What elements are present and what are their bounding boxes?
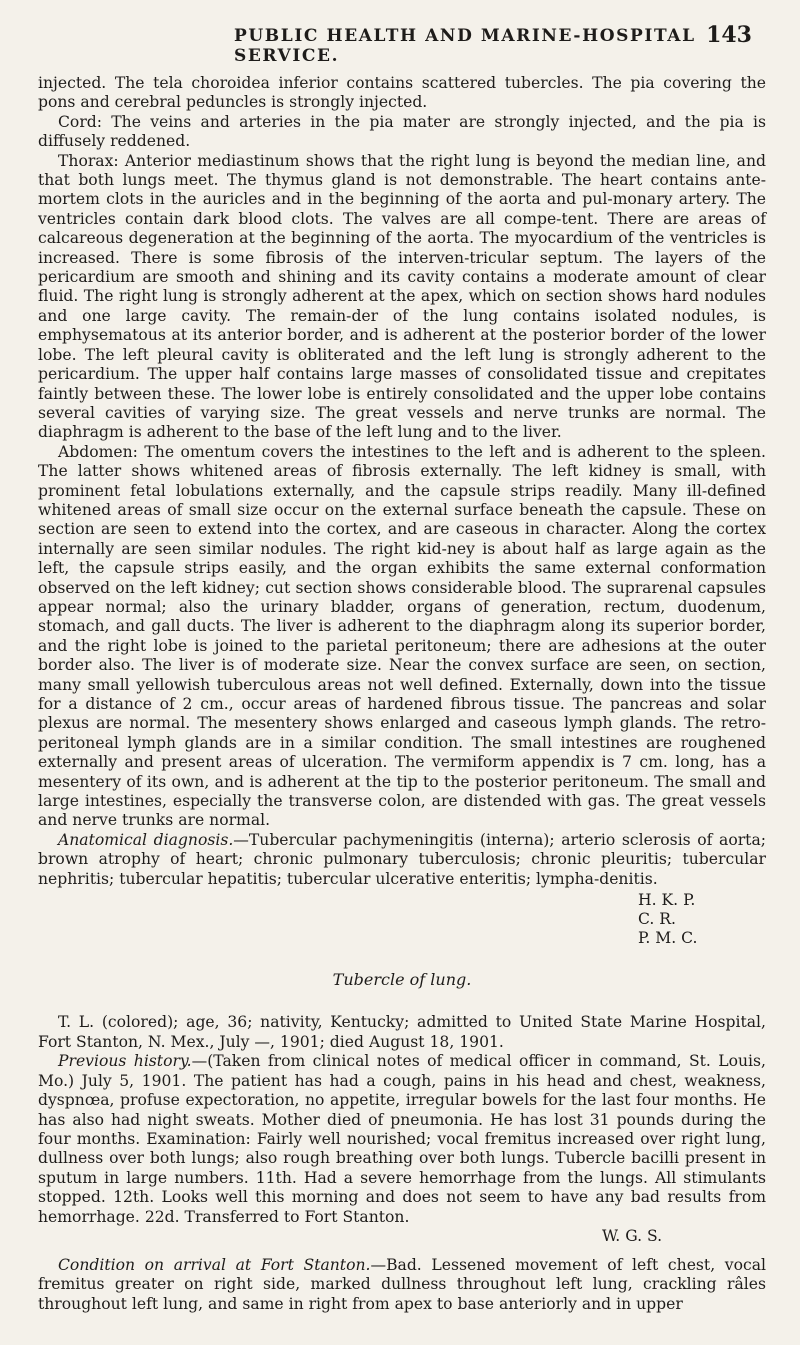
page-number: 143 — [706, 22, 752, 48]
brain-continued-paragraph: injected. The tela choroidea inferior contains scattered tubercles. The pia covering the pons and cerebral peduncles is strongly injected. — [38, 74, 766, 112]
previous-history-paragraph — [38, 1052, 766, 1227]
running-title: PUBLIC HEALTH AND MARINE-HOSPITAL SERVICE. — [234, 26, 696, 66]
anatomical-diagnosis-paragraph — [38, 831, 766, 889]
section-title: Tubercle of lung. — [332, 970, 472, 990]
page-header — [38, 22, 766, 66]
cord-paragraph: Cord: The veins and arteries in the pia mater are strongly injected, and the pia is diffusely reddened. — [38, 112, 766, 151]
signature-initials: P. M. C. — [638, 929, 698, 948]
abdomen-paragraph: Abdomen: The omentum covers the intestines to the left and is adherent to the spleen. The latter shows whitened areas of fibrosis externally. The left kidney is small, with prominent fetal lobulations externally, and the capsule strips readily. Many ill-defined whitened areas of small size occur on the external surface beneath the capsule. These on section are seen to extend into the cortex, and are caseous in character. Along the cortex internally are seen similar nodules. The right kid-ney is about half as large again as the left, the capsule strips easily, and the organ exhibits the same external conformation observed on the left kidney; cut section shows considerable blood. The suprarenal capsules appear normal; also the urinary bladder, organs of generation, rectum, duodenum, stomach, and gall ducts. The liver is adherent to the diaphragm along its superior border, and the right lobe is joined to the parietal peritoneum; there are adhesions at the outer border also. The liver is of moderate size. Near the convex surface are seen, on section, many small yellowish tuberculous areas not well defined. Externally, down into the tissue for a distance of 2 cm., occur areas of hardened fibrous tissue. The pancreas and solar plexus are normal. The mesentery shows enlarged and caseous lymph glands. The retro-peritoneal lymph glands are in a similar condition. The small intestines are roughened externally and present areas of ulceration. The vermiform appendix is 7 cm. long, has a mesentery of its own, and is adherent at the tip to the posterior peritoneum. The small and large intestines, especially the transverse colon, are distended with gas. The great vessels and nerve trunks are normal. — [38, 442, 766, 830]
previous-history-text: —(Taken from clinical notes of medical officer in command, St. Louis, Mo.) July 5, 1901. The patient has had a cough, pains in his head and chest, weakness, dyspnœa, profuse expectoration, no appetite, irregular bowels for the last four months. He has also had night sweats. Mother died of pneumonia. He has lost 31 pounds during the four months. Examination: Fairly well nourished; vocal fremitus increased over right lung, dullness over both lungs; also rough breathing over both lungs. Tubercle bacilli present in sputum in large numbers. 11th. Had a severe hemorrhage from the lungs. All stimulants stopped. 12th. Looks well this morning and does not seem to have any bad results from hemorrhage. 22d. Transferred to Fort Stanton. — [38, 1052, 766, 1226]
thorax-paragraph: Thorax: Anterior mediastinum shows that the right lung is beyond the median line, and that both lungs meet. The thymus gland is not demonstrable. The heart contains ante-mortem clots in the auricles and in the beginning of the aorta and pul-monary artery. The ventricles contain dark blood clots. The valves are all compe-tent. There are areas of calcareous degeneration at the beginning of the aorta. The myocardium of the ventricles is increased. There is some fibrosis of the interven-tricular septum. The layers of the pericardium are smooth and shining and its cavity contains a moderate amount of clear fluid. The right lung is strongly adherent at the apex, which on section shows hard nodules and one large cavity. The remain-der of the lung contains isolated nodules, is emphysematous at its anterior border, and is adherent at the posterior border of the lower lobe. The left pleural cavity is obliterated and the left lung is strongly adherent to the pericardium. The upper half contains large masses of consolidated tissue and crepitates faintly between these. The lower lobe is entirely consolidated and the upper lobe contains several cavities of varying size. The great vessels and nerve trunks are normal. The diaphragm is adherent to the base of the left lung and to the liver. — [38, 151, 766, 442]
signature-block — [38, 891, 766, 948]
signature-block — [38, 1227, 766, 1246]
anatomical-diagnosis-text: —Tubercular pachymeningitis (interna); arterio sclerosis of aorta; brown atrophy of heart; chronic pulmonary tuberculosis; chronic pleuritis; tubercular nephritis; tubercular hepatitis; tubercular ulcerative enteritis; lympha-denitis. — [38, 830, 766, 888]
condition-on-arrival-text: —Bad. Lessened movement of left chest, vocal fremitus greater on right side, marked dullness throughout left lung, crackling râles throughout left lung, and same in right from apex to base anteriorly and in upper — [38, 1255, 766, 1313]
condition-on-arrival-label: Condition on arrival at Fort Stanton. — [58, 1255, 371, 1274]
anatomical-diagnosis-label: Anatomical diagnosis. — [58, 830, 234, 849]
signature-initials: W. G. S. — [602, 1226, 663, 1245]
patient-intro-paragraph: T. L. (colored); age, 36; nativity, Kentucky; admitted to United State Marine Hospital, Fort Stanton, N. Mex., July —, 1901; died August 18, 1901. — [38, 1013, 766, 1051]
body-text — [38, 74, 766, 1314]
condition-on-arrival-paragraph — [38, 1256, 766, 1314]
signature-initials: C. R. — [638, 910, 676, 929]
signature-initials: H. K. P. — [638, 891, 696, 910]
previous-history-label: Previous history. — [58, 1052, 192, 1071]
